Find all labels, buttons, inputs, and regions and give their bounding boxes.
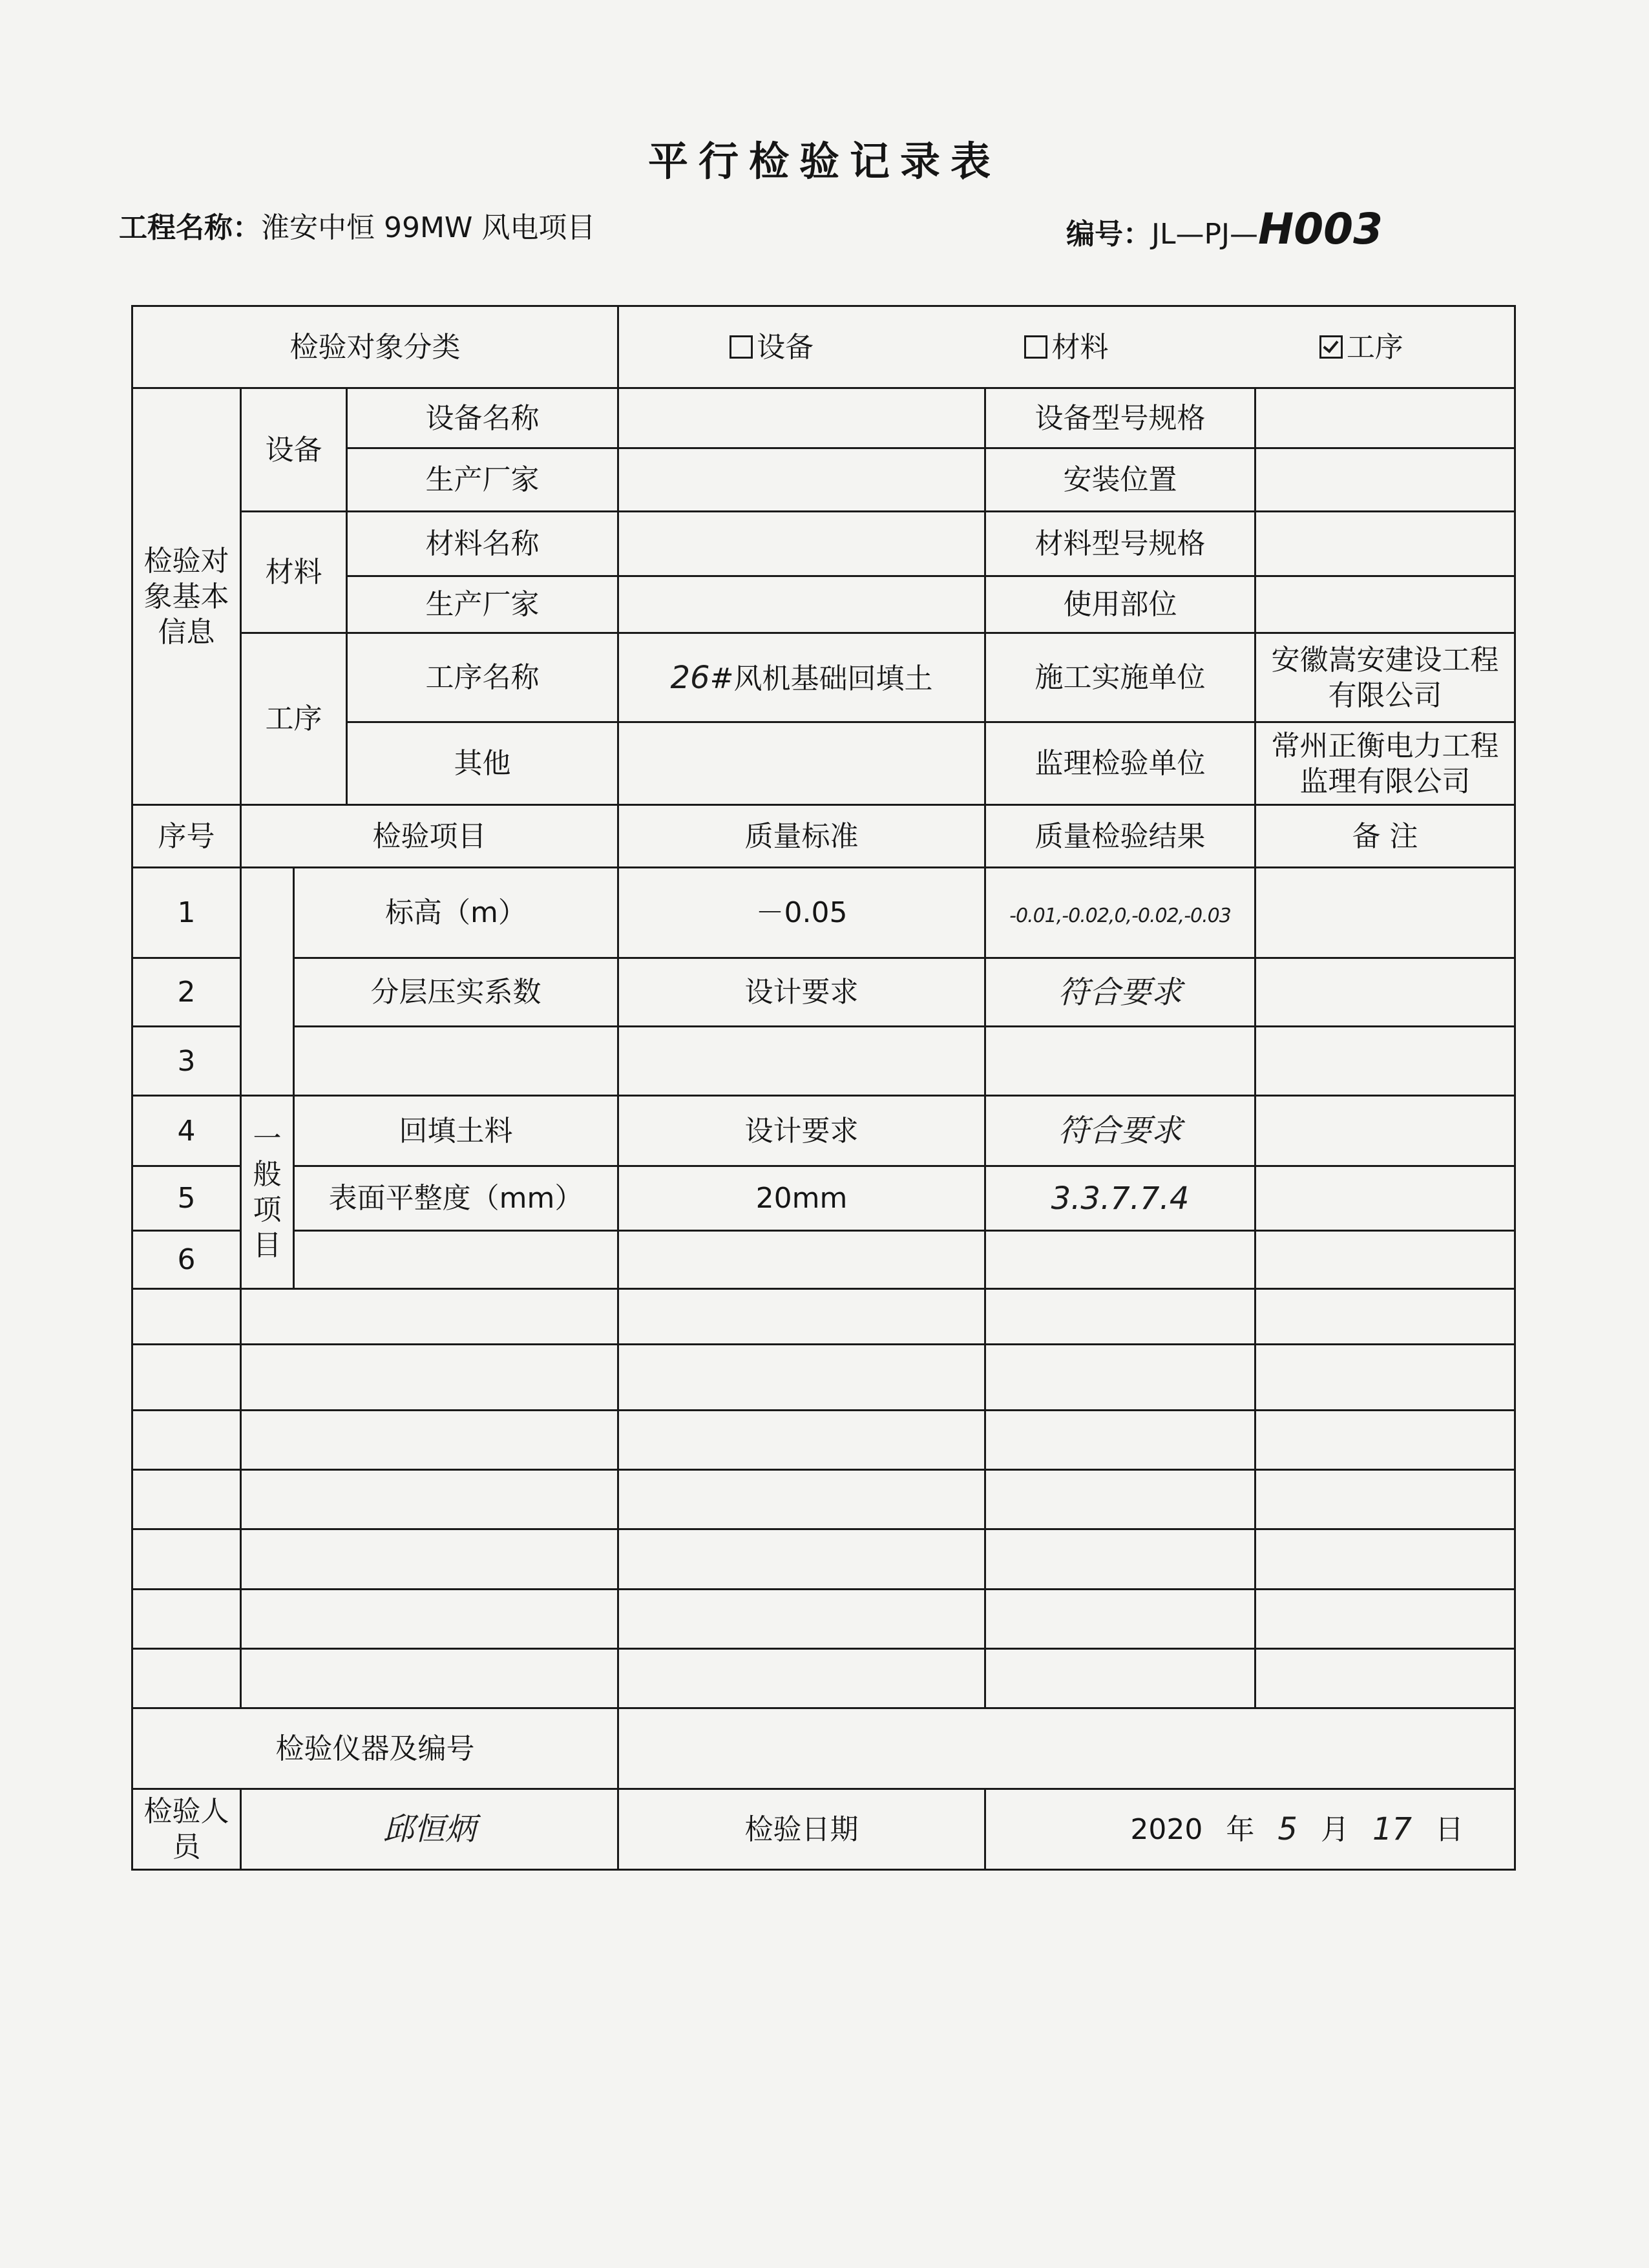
construction-unit-label: 施工实施单位 xyxy=(985,633,1255,722)
material-part-label: 使用部位 xyxy=(985,576,1255,633)
blank-row xyxy=(132,1649,1515,1708)
instrument-value xyxy=(618,1708,1515,1789)
instrument-label: 检验仪器及编号 xyxy=(132,1708,618,1789)
item-no: 6 xyxy=(132,1231,241,1289)
blank-row xyxy=(132,1289,1515,1345)
checkbox-process-checked[interactable] xyxy=(1319,335,1343,359)
item-remark xyxy=(1255,958,1515,1027)
supervisor-unit-label: 监理检验单位 xyxy=(985,722,1255,805)
table-row xyxy=(132,1166,1515,1231)
item-remark xyxy=(1255,1166,1515,1231)
items-header-row xyxy=(132,805,1515,868)
table-row xyxy=(132,958,1515,1027)
equipment-row-1 xyxy=(132,388,1515,448)
item-no: 4 xyxy=(132,1096,241,1166)
date-value xyxy=(985,1789,1515,1870)
checkbox-equipment[interactable] xyxy=(730,335,753,359)
item-no: 3 xyxy=(132,1027,241,1096)
item-result: 3.3.7.7.4 xyxy=(985,1166,1255,1231)
material-part-value xyxy=(1255,576,1515,633)
project-label: 工程名称： xyxy=(119,211,261,244)
process-name-text: #风机基础回填土 xyxy=(709,662,933,695)
item-standard: －0.05 xyxy=(618,868,985,958)
equipment-name-value xyxy=(618,388,985,448)
page-title: 平行检验记录表 xyxy=(647,138,1001,185)
blank-row xyxy=(132,1590,1515,1649)
table-row xyxy=(132,868,1515,958)
number-label: 编号： xyxy=(1066,218,1151,251)
date-label: 检验日期 xyxy=(618,1789,985,1870)
item-standard: 20mm xyxy=(618,1166,985,1231)
header-standard: 质量标准 xyxy=(618,805,985,868)
equipment-maker-label: 生产厂家 xyxy=(347,448,618,512)
item-standard xyxy=(618,1231,985,1289)
material-maker-label: 生产厂家 xyxy=(347,576,618,633)
category-row xyxy=(132,306,1515,388)
item-remark xyxy=(1255,1231,1515,1289)
item-name: 回填土料 xyxy=(294,1096,618,1166)
basic-info-label: 检验对象基本信息 xyxy=(132,388,241,805)
process-group-label: 工序 xyxy=(241,633,347,805)
other-value xyxy=(618,722,985,805)
date-day-unit: 日 xyxy=(1435,1812,1464,1846)
material-name-value xyxy=(618,512,985,576)
date-year-unit: 年 xyxy=(1226,1812,1255,1846)
blank-row xyxy=(132,1529,1515,1590)
process-name-handwritten: 26 xyxy=(670,659,710,696)
number-prefix: JL—PJ— xyxy=(1151,218,1258,251)
item-name: 分层压实系数 xyxy=(294,958,618,1027)
item-name xyxy=(294,1231,618,1289)
material-model-label: 材料型号规格 xyxy=(985,512,1255,576)
table-row xyxy=(132,1096,1515,1166)
material-model-value xyxy=(1255,512,1515,576)
item-result: 符合要求 xyxy=(985,1096,1255,1166)
process-row-1 xyxy=(132,633,1515,722)
category-label: 检验对象分类 xyxy=(132,306,618,388)
blank-row xyxy=(132,1470,1515,1529)
item-result xyxy=(985,1027,1255,1096)
material-name-label: 材料名称 xyxy=(347,512,618,576)
table-row xyxy=(132,1027,1515,1096)
instrument-row xyxy=(132,1708,1515,1789)
material-group-label: 材料 xyxy=(241,512,347,633)
item-standard: 设计要求 xyxy=(618,1096,985,1166)
item-no: 1 xyxy=(132,868,241,958)
date-year: 2020 xyxy=(1130,1812,1203,1846)
number-handwritten: H003 xyxy=(1258,204,1383,254)
item-name: 标高（m） xyxy=(294,868,618,958)
category-options xyxy=(618,306,1515,388)
header-no: 序号 xyxy=(132,805,241,868)
equipment-maker-value xyxy=(618,448,985,512)
equipment-location-label: 安装位置 xyxy=(985,448,1255,512)
project-line xyxy=(119,204,595,246)
date-day: 17 xyxy=(1372,1811,1413,1847)
item-result: -0.01,-0.02,0,-0.02,-0.03 xyxy=(985,868,1255,958)
project-value: 淮安中恒 99MW 风电项目 xyxy=(261,211,596,244)
item-no: 2 xyxy=(132,958,241,1027)
equipment-model-label: 设备型号规格 xyxy=(985,388,1255,448)
construction-unit-value: 安徽嵩安建设工程有限公司 xyxy=(1255,633,1515,722)
item-name xyxy=(294,1027,618,1096)
item-standard xyxy=(618,1027,985,1096)
equipment-name-label: 设备名称 xyxy=(347,388,618,448)
item-remark xyxy=(1255,868,1515,958)
supervisor-unit-value: 常州正衡电力工程监理有限公司 xyxy=(1255,722,1515,805)
inspector-row xyxy=(132,1789,1515,1870)
checkbox-material[interactable] xyxy=(1024,335,1047,359)
item-name: 表面平整度（mm） xyxy=(294,1166,618,1231)
item-result: 符合要求 xyxy=(985,958,1255,1027)
item-standard: 设计要求 xyxy=(618,958,985,1027)
inspector-label: 检验人员 xyxy=(132,1789,241,1870)
item-remark xyxy=(1255,1096,1515,1166)
option-equipment[interactable]: 设备 xyxy=(730,330,814,365)
process-name-label: 工序名称 xyxy=(347,633,618,722)
number-line xyxy=(1066,204,1383,254)
group-general-label: 一般项目 xyxy=(241,1096,294,1289)
material-row-1 xyxy=(132,512,1515,576)
item-remark xyxy=(1255,1027,1515,1096)
item-result xyxy=(985,1231,1255,1289)
item-no: 5 xyxy=(132,1166,241,1231)
process-name-value xyxy=(618,633,985,722)
header-item: 检验项目 xyxy=(241,805,618,868)
date-month-unit: 月 xyxy=(1320,1812,1349,1846)
inspection-table xyxy=(131,305,1516,1871)
material-maker-value xyxy=(618,576,985,633)
other-label: 其他 xyxy=(347,722,618,805)
group-main-blank xyxy=(241,868,294,1096)
blank-row xyxy=(132,1411,1515,1470)
date-month: 5 xyxy=(1277,1811,1297,1847)
table-row xyxy=(132,1231,1515,1289)
equipment-group-label: 设备 xyxy=(241,388,347,512)
equipment-model-value xyxy=(1255,388,1515,448)
equipment-location-value xyxy=(1255,448,1515,512)
option-material[interactable]: 材料 xyxy=(1024,330,1108,365)
header-remark: 备 注 xyxy=(1255,805,1515,868)
header-result: 质量检验结果 xyxy=(985,805,1255,868)
option-process[interactable]: 工序 xyxy=(1319,330,1403,365)
blank-row xyxy=(132,1345,1515,1411)
inspector-signature: 邱恒炳 xyxy=(241,1789,618,1870)
